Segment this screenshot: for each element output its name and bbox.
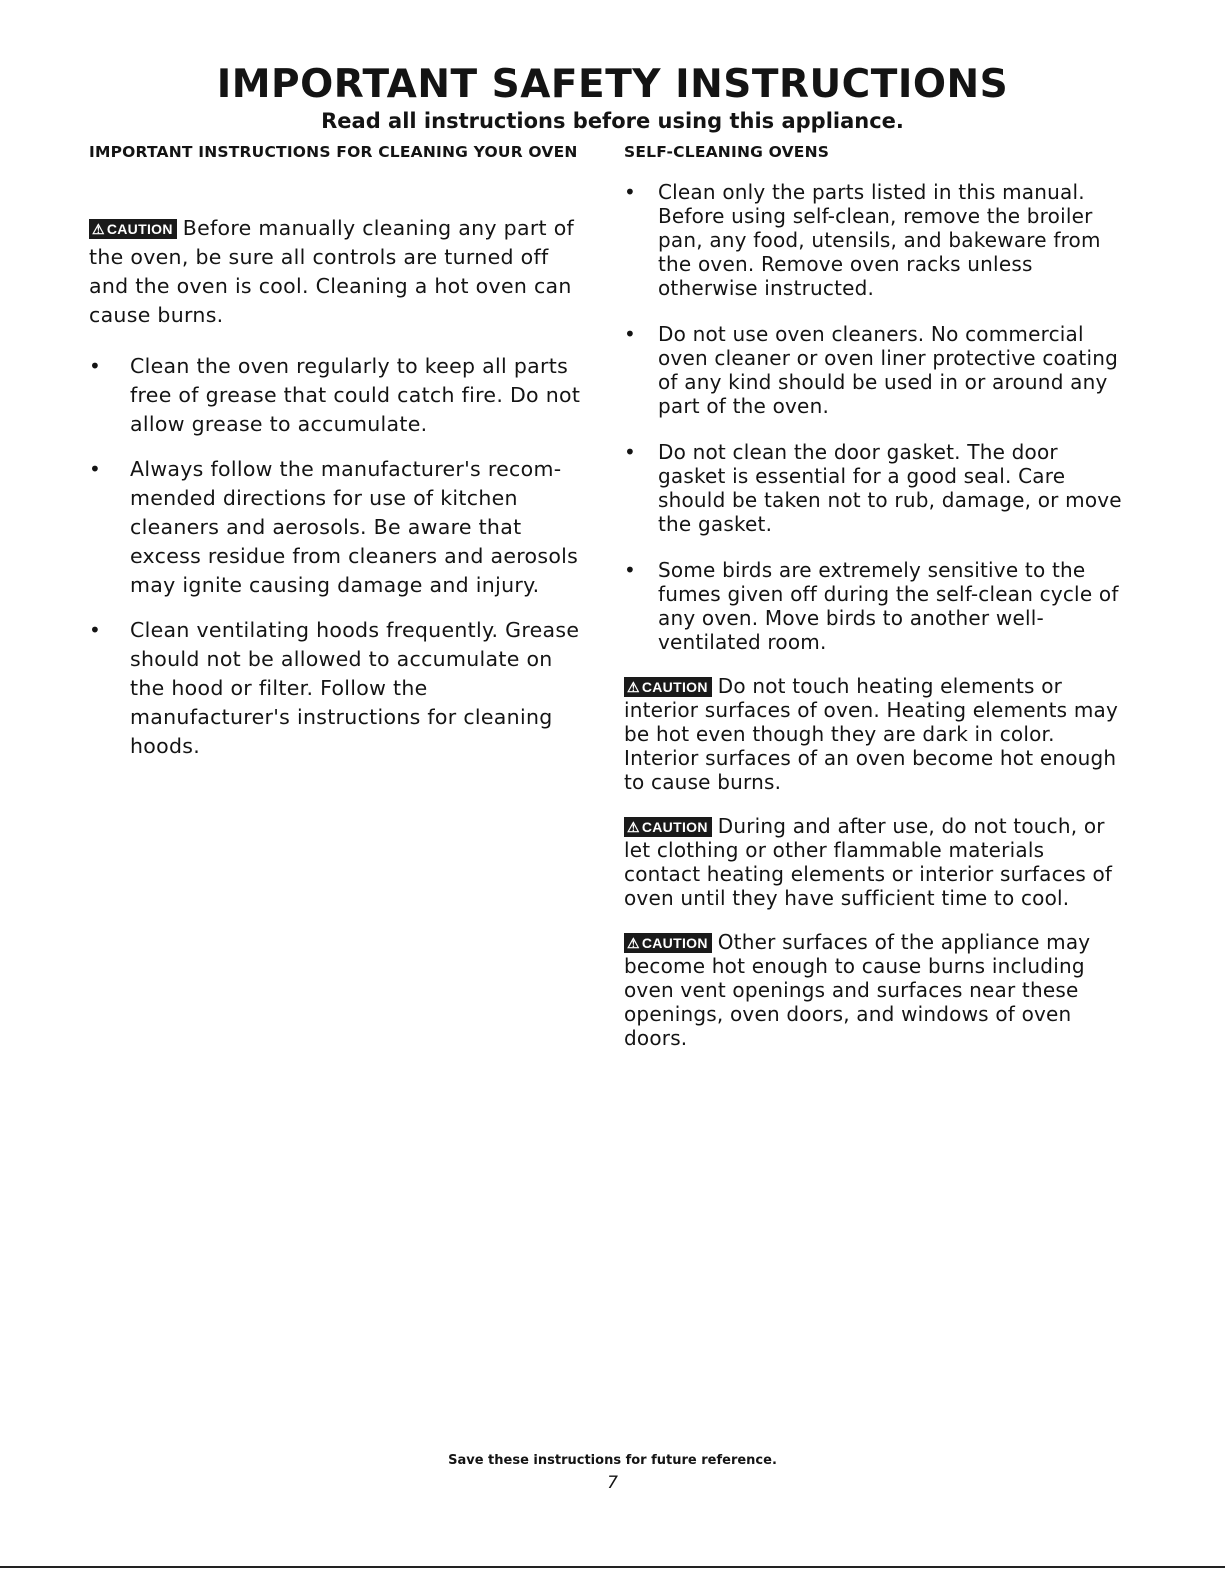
caution-label: CAUTION xyxy=(641,679,708,695)
caution-paragraph xyxy=(624,814,1124,910)
caution-paragraph xyxy=(624,930,1124,1050)
warning-triangle-icon: ⚠ xyxy=(92,221,105,237)
list-item xyxy=(89,352,589,439)
list-item-text: Always follow the manufacturer's recommended directions for use of kitchen cleaners and aerosols. Be aware that excess residue from cleaners and aerosols may ignite causing damage and injury. xyxy=(130,457,579,597)
page-title: IMPORTANT SAFETY INSTRUCTIONS xyxy=(216,62,1009,107)
caution-badge xyxy=(89,219,177,239)
list-item-text: Some birds are extremely sensitive to the fumes given off during the self-clean cycle of any oven. Move birds to another well-ventilated room. xyxy=(658,558,1119,654)
self-cleaning-bullet-list xyxy=(624,180,1124,654)
bullet-icon: • xyxy=(624,440,636,464)
caution-badge xyxy=(624,677,712,697)
page-number: 7 xyxy=(607,1473,618,1493)
right-column xyxy=(624,141,1124,1070)
bullet-icon: • xyxy=(624,180,636,204)
bullet-icon: • xyxy=(89,354,102,378)
section-heading-self-cleaning: SELF-CLEANING OVENS xyxy=(624,143,830,161)
list-item-text: Clean only the parts listed in this manual. Before using self-clean, remove the broiler pan, any food, utensils, and bakeware from the oven. Remove oven racks unless otherwise instructed. xyxy=(658,180,1101,300)
list-item xyxy=(624,440,1124,536)
list-item xyxy=(89,455,589,600)
warning-triangle-icon: ⚠ xyxy=(627,679,640,695)
list-item-text: Clean the oven regularly to keep all parts free of grease that could catch fire. Do not allow grease to accumulate. xyxy=(130,354,581,436)
footer-note: Save these instructions for future reference. xyxy=(448,1453,777,1468)
section-heading-cleaning: IMPORTANT INSTRUCTIONS FOR CLEANING YOUR OVEN xyxy=(89,143,578,161)
bullet-icon: • xyxy=(89,457,102,481)
list-item xyxy=(89,616,589,761)
bottom-divider xyxy=(0,1566,1225,1568)
bullet-icon: • xyxy=(624,322,636,346)
caution-text: During and after use, do not touch, or let clothing or other flammable materials contact heating elements or interior surfaces of oven until they have sufficient time to cool. xyxy=(624,814,1113,910)
list-item-text: Clean ventilating hoods frequently. Grease should not be allowed to accumulate on the hood or filter. Follow the manufacturer's instructions for cleaning hoods. xyxy=(130,618,580,758)
warning-triangle-icon: ⚠ xyxy=(627,819,640,835)
list-item-text: Do not clean the door gasket. The door gasket is essential for a good seal. Care should be taken not to rub, damage, or move the gasket. xyxy=(658,440,1122,536)
bullet-icon: • xyxy=(624,558,636,582)
caution-text: Before manually cleaning any part of the oven, be sure all controls are turned off and the oven is cool. Cleaning a hot oven can cause burns. xyxy=(89,216,575,327)
caution-label: CAUTION xyxy=(641,935,708,951)
caution-badge xyxy=(624,817,712,837)
caution-text: Other surfaces of the appliance may become hot enough to cause burns including oven vent openings and surfaces near these openings, oven doors, and windows of oven doors. xyxy=(624,930,1091,1050)
list-item-text: Do not use oven cleaners. No commercial oven cleaner or oven liner protective coating of any kind should be used in or around any part of the oven. xyxy=(658,322,1118,418)
warning-triangle-icon: ⚠ xyxy=(627,935,640,951)
caution-label: CAUTION xyxy=(641,819,708,835)
bullet-icon: • xyxy=(89,618,102,642)
list-item xyxy=(624,558,1124,654)
caution-paragraph xyxy=(89,214,589,330)
list-item xyxy=(624,180,1124,300)
caution-text: Do not touch heating elements or interior surfaces of oven. Heating elements may be hot even though they are dark in color. Interior surfaces of an oven become hot enough to cause burns. xyxy=(624,674,1119,794)
caution-badge xyxy=(624,933,712,953)
caution-label: CAUTION xyxy=(106,221,173,237)
page-subtitle: Read all instructions before using this appliance. xyxy=(321,109,904,133)
left-column xyxy=(89,141,589,777)
cleaning-bullet-list xyxy=(89,352,589,761)
list-item xyxy=(624,322,1124,418)
caution-paragraph xyxy=(624,674,1124,794)
